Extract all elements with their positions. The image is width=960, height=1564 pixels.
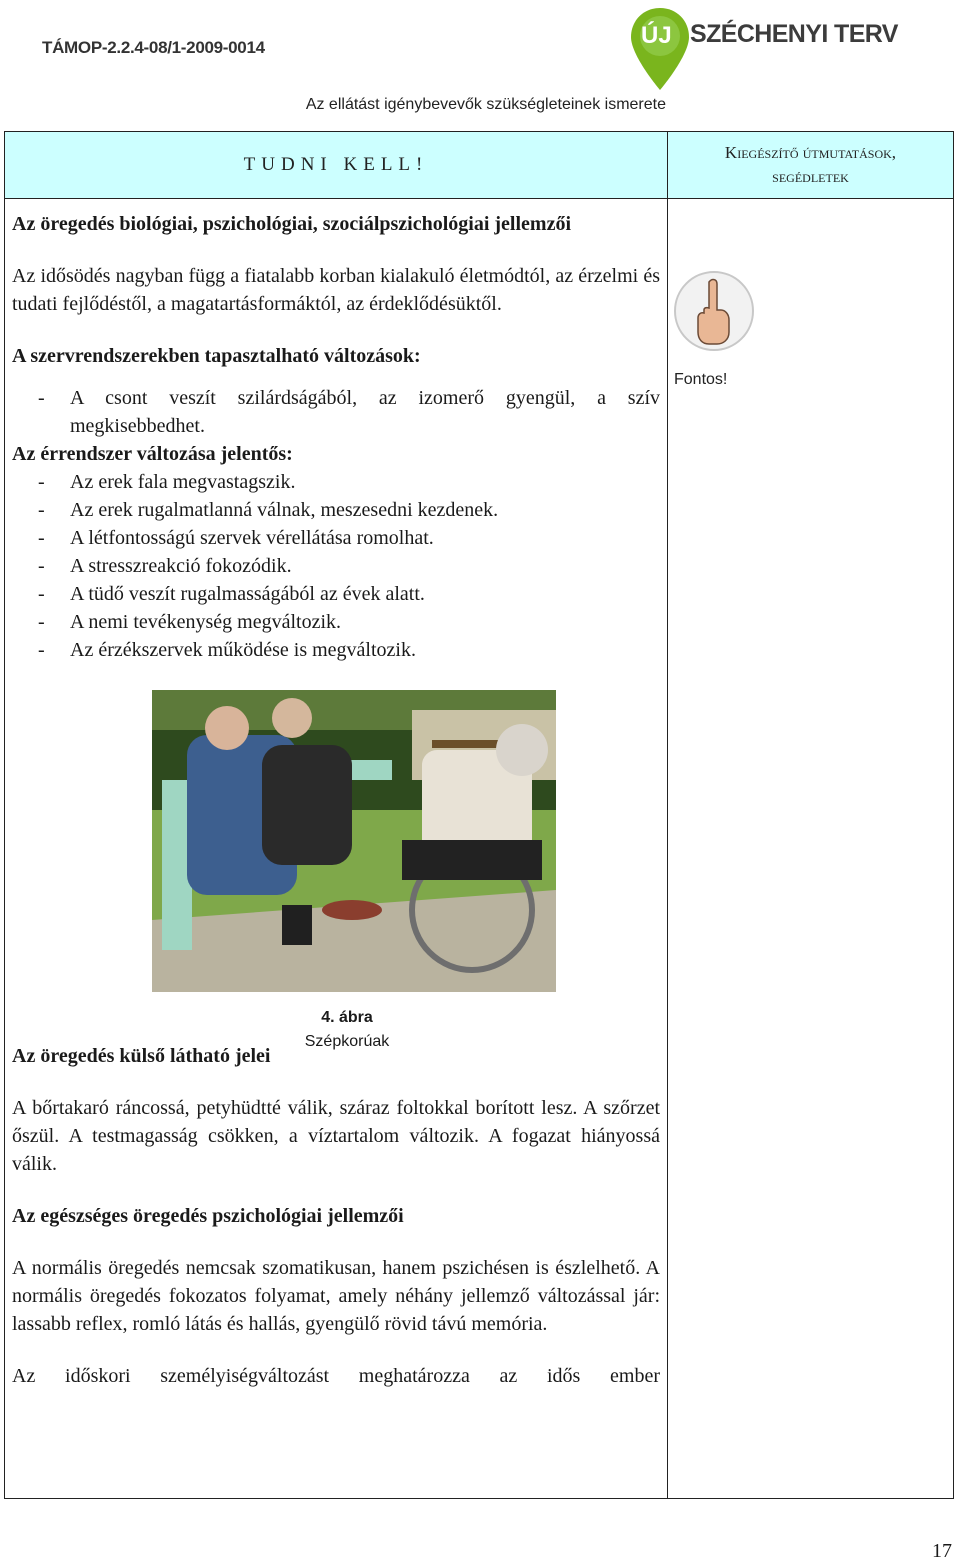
list-item: - A nemi tevékenység megváltozik. [12, 608, 660, 636]
page-number: 17 [932, 1540, 952, 1562]
column-divider [667, 132, 668, 1498]
figure-number: 4. ábra [321, 1009, 373, 1026]
kiegeszito-heading [668, 132, 953, 198]
heading-vascular-changes: Az érrendszer változása jelentős: [12, 443, 293, 465]
heading-healthy-aging: Az egészséges öregedés pszichológiai jellemzői [12, 1205, 404, 1227]
kiegeszito-heading-line1: Kiegészítő útmutatások, [724, 143, 897, 162]
photo-illustration [152, 690, 556, 992]
list-item: - A létfontosságú szervek vérellátása romolhat. [12, 524, 660, 552]
list-item: - Az erek fala megvastagszik. [12, 468, 660, 496]
content-table [4, 131, 954, 1499]
list-item: - A stresszreakció fokozódik. [12, 552, 660, 580]
heading-visible-signs: Az öregedés külső látható jelei [12, 1045, 271, 1067]
elderly-women-photo [152, 690, 556, 992]
fontos-note: Fontos! [674, 371, 728, 388]
list-item: - A tüdő veszít rugalmasságából az évek alatt. [12, 580, 660, 608]
list-item: - Az érzékszervek működése is megváltozik. [12, 636, 660, 664]
main-column [12, 210, 660, 1390]
figure-caption [277, 1006, 417, 1054]
heading-organ-changes: A szervrendszerekben tapasztalható változások: [12, 345, 421, 367]
list-item: - Az erek rugalmatlanná válnak, meszesedni kezdenek. [12, 496, 660, 524]
paragraph-healthy-aging: A normális öregedés nemcsak szomatikusan, hanem pszichésen is észlelhető. A normális öregedés fokozatos folyamat, amely néhány jellemző változással jár: lassabb reflex, romló látás és hallás, gyengülő rövid távú memória. [12, 1257, 660, 1335]
organ-changes-list [12, 384, 660, 440]
vascular-changes-list [12, 468, 660, 664]
project-code: TÁMOP-2.2.4-08/1-2009-0014 [42, 38, 265, 57]
list-item: - A csont veszít szilárdságából, az izomerő gyengül, a szív megkisebbedhet. [12, 384, 660, 440]
szechenyi-terv-logo [628, 6, 908, 92]
pointing-finger-icon [673, 270, 755, 352]
paragraph-intro: Az idősödés nagyban függ a fiatalabb korban kialakuló életmódtól, az érzelmi és tudati fejlődéstől, a magatartásformáktól, az érdeklődésüktől. [12, 265, 660, 315]
section-heading-aging: Az öregedés biológiai, pszichológiai, szociálpszichológiai jellemzői [12, 213, 572, 235]
tudni-kell-heading: TUDNI KELL! [243, 154, 429, 175]
figure-title: Szépkorúak [304, 1033, 390, 1050]
paragraph-personality: Az időskori személyiségváltozást meghatározza az idős ember [12, 1365, 660, 1387]
kiegeszito-heading-line2: segédletek [772, 167, 849, 186]
logo-name: SZÉCHENYI TERV [690, 20, 898, 48]
side-column [673, 270, 773, 389]
table-head-row [5, 132, 953, 199]
paragraph-visible-signs: A bőrtakaró ráncossá, petyhüdtté válik, száraz foltokkal borított lesz. A szőrzet őszül. A testmagasság csökken, a víztartalom változik. A fogazat hiányossá válik. [12, 1097, 660, 1175]
document-subtitle: Az ellátást igénybevevők szükségleteinek ismerete [305, 96, 666, 113]
logo-prefix: ÚJ [641, 22, 672, 49]
